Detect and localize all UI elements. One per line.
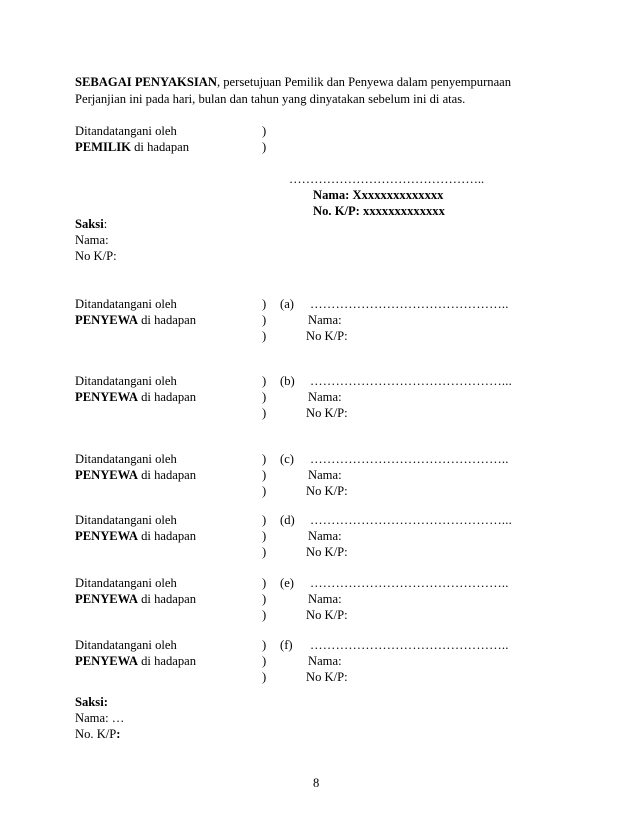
witness-2-id — [75, 726, 121, 742]
tenant-letter: (a) — [280, 297, 294, 311]
tenant-paren-1: ) — [262, 374, 267, 388]
tenant-role: PENYEWA — [75, 313, 138, 327]
owner-signed-by: Ditandatangani oleh — [75, 124, 177, 138]
tenant-signed-by: Ditandatangani oleh — [75, 297, 177, 311]
tenant-paren-3: ) — [262, 545, 267, 559]
tenant-letter: (b) — [280, 374, 295, 388]
tenant-name: Nama: — [308, 529, 342, 543]
tenant-paren-3: ) — [262, 608, 267, 622]
tenant-signature-line: ……………………………………….. — [310, 452, 509, 466]
witness-1-id: No K/P: — [75, 249, 117, 263]
tenant-paren-3: ) — [262, 484, 267, 498]
tenant-in-presence-text: di hadapan — [137, 390, 197, 404]
tenant-in-presence — [75, 653, 196, 669]
tenant-name: Nama: — [308, 390, 342, 404]
tenant-in-presence — [75, 528, 196, 544]
tenant-letter: (e) — [280, 576, 294, 590]
tenant-paren-2: ) — [262, 390, 267, 404]
tenant-signature-line: ………………………………………... — [310, 513, 512, 527]
witness-1-colon: : — [103, 217, 108, 231]
intro-line-1-text: , persetujuan Pemilik dan Penyewa dalam penyempurnaan — [216, 75, 512, 89]
tenant-in-presence — [75, 591, 196, 607]
owner-in-presence-text: di hadapan — [130, 140, 190, 154]
tenant-paren-2: ) — [262, 468, 267, 482]
tenant-signature-line: ……………………………………….. — [310, 576, 509, 590]
tenant-signed-by: Ditandatangani oleh — [75, 452, 177, 466]
tenant-paren-1: ) — [262, 513, 267, 527]
tenant-in-presence-text: di hadapan — [137, 529, 197, 543]
tenant-id: No K/P: — [306, 329, 348, 343]
tenant-signed-by: Ditandatangani oleh — [75, 513, 177, 527]
owner-in-presence — [75, 139, 189, 155]
tenant-paren-2: ) — [262, 592, 267, 606]
witness-1-name: Nama: — [75, 233, 109, 247]
tenant-signed-by: Ditandatangani oleh — [75, 374, 177, 388]
witness-2-id-colon: : — [116, 727, 121, 741]
witness-2-name: Nama: … — [75, 711, 125, 725]
tenant-paren-3: ) — [262, 406, 267, 420]
tenant-role: PENYEWA — [75, 390, 138, 404]
tenant-id: No K/P: — [306, 670, 348, 684]
tenant-signature-line: ……………………………………….. — [310, 297, 509, 311]
tenant-id: No K/P: — [306, 406, 348, 420]
witness-1-title — [75, 216, 107, 232]
tenant-in-presence-text: di hadapan — [137, 468, 197, 482]
tenant-paren-2: ) — [262, 313, 267, 327]
tenant-name: Nama: — [308, 468, 342, 482]
tenant-in-presence-text: di hadapan — [137, 654, 197, 668]
tenant-paren-1: ) — [262, 638, 267, 652]
tenant-paren-3: ) — [262, 670, 267, 684]
tenant-paren-2: ) — [262, 654, 267, 668]
tenant-name: Nama: — [308, 313, 342, 327]
tenant-signature-line: ………………………………………... — [310, 374, 512, 388]
tenant-in-presence — [75, 467, 196, 483]
intro-line-1 — [75, 74, 511, 90]
tenant-paren-1: ) — [262, 297, 267, 311]
owner-role: PEMILIK — [75, 140, 131, 154]
tenant-signed-by: Ditandatangani oleh — [75, 638, 177, 652]
tenant-paren-2: ) — [262, 529, 267, 543]
owner-paren-1: ) — [262, 124, 267, 138]
tenant-paren-1: ) — [262, 452, 267, 466]
tenant-role: PENYEWA — [75, 529, 138, 543]
owner-name: Nama: Xxxxxxxxxxxxxx — [313, 188, 444, 202]
tenant-in-presence — [75, 312, 196, 328]
tenant-id: No K/P: — [306, 484, 348, 498]
tenant-letter: (f) — [280, 638, 293, 652]
witness-1-title-text: Saksi — [75, 217, 104, 231]
tenant-paren-3: ) — [262, 329, 267, 343]
owner-id: No. K/P: xxxxxxxxxxxxx — [313, 204, 445, 218]
tenant-paren-1: ) — [262, 576, 267, 590]
tenant-in-presence-text: di hadapan — [137, 592, 197, 606]
tenant-in-presence-text: di hadapan — [137, 313, 197, 327]
tenant-signed-by: Ditandatangani oleh — [75, 576, 177, 590]
tenant-role: PENYEWA — [75, 468, 138, 482]
tenant-role: PENYEWA — [75, 592, 138, 606]
witness-2-title: Saksi: — [75, 695, 108, 709]
tenant-letter: (d) — [280, 513, 295, 527]
tenant-in-presence — [75, 389, 196, 405]
tenant-letter: (c) — [280, 452, 294, 466]
owner-signature-line: ……………………………………….. — [289, 172, 485, 186]
page-number: 8 — [313, 776, 320, 790]
tenant-name: Nama: — [308, 654, 342, 668]
tenant-role: PENYEWA — [75, 654, 138, 668]
tenant-name: Nama: — [308, 592, 342, 606]
intro-line-2: Perjanjian ini pada hari, bulan dan tahun yang dinyatakan sebelum ini di atas. — [75, 92, 466, 106]
tenant-id: No K/P: — [306, 608, 348, 622]
owner-paren-2: ) — [262, 140, 267, 154]
tenant-id: No K/P: — [306, 545, 348, 559]
witness-2-id-label: No. K/P — [75, 727, 117, 741]
tenant-signature-line: ……………………………………….. — [310, 638, 509, 652]
intro-bold-heading: SEBAGAI PENYAKSIAN — [75, 75, 217, 89]
